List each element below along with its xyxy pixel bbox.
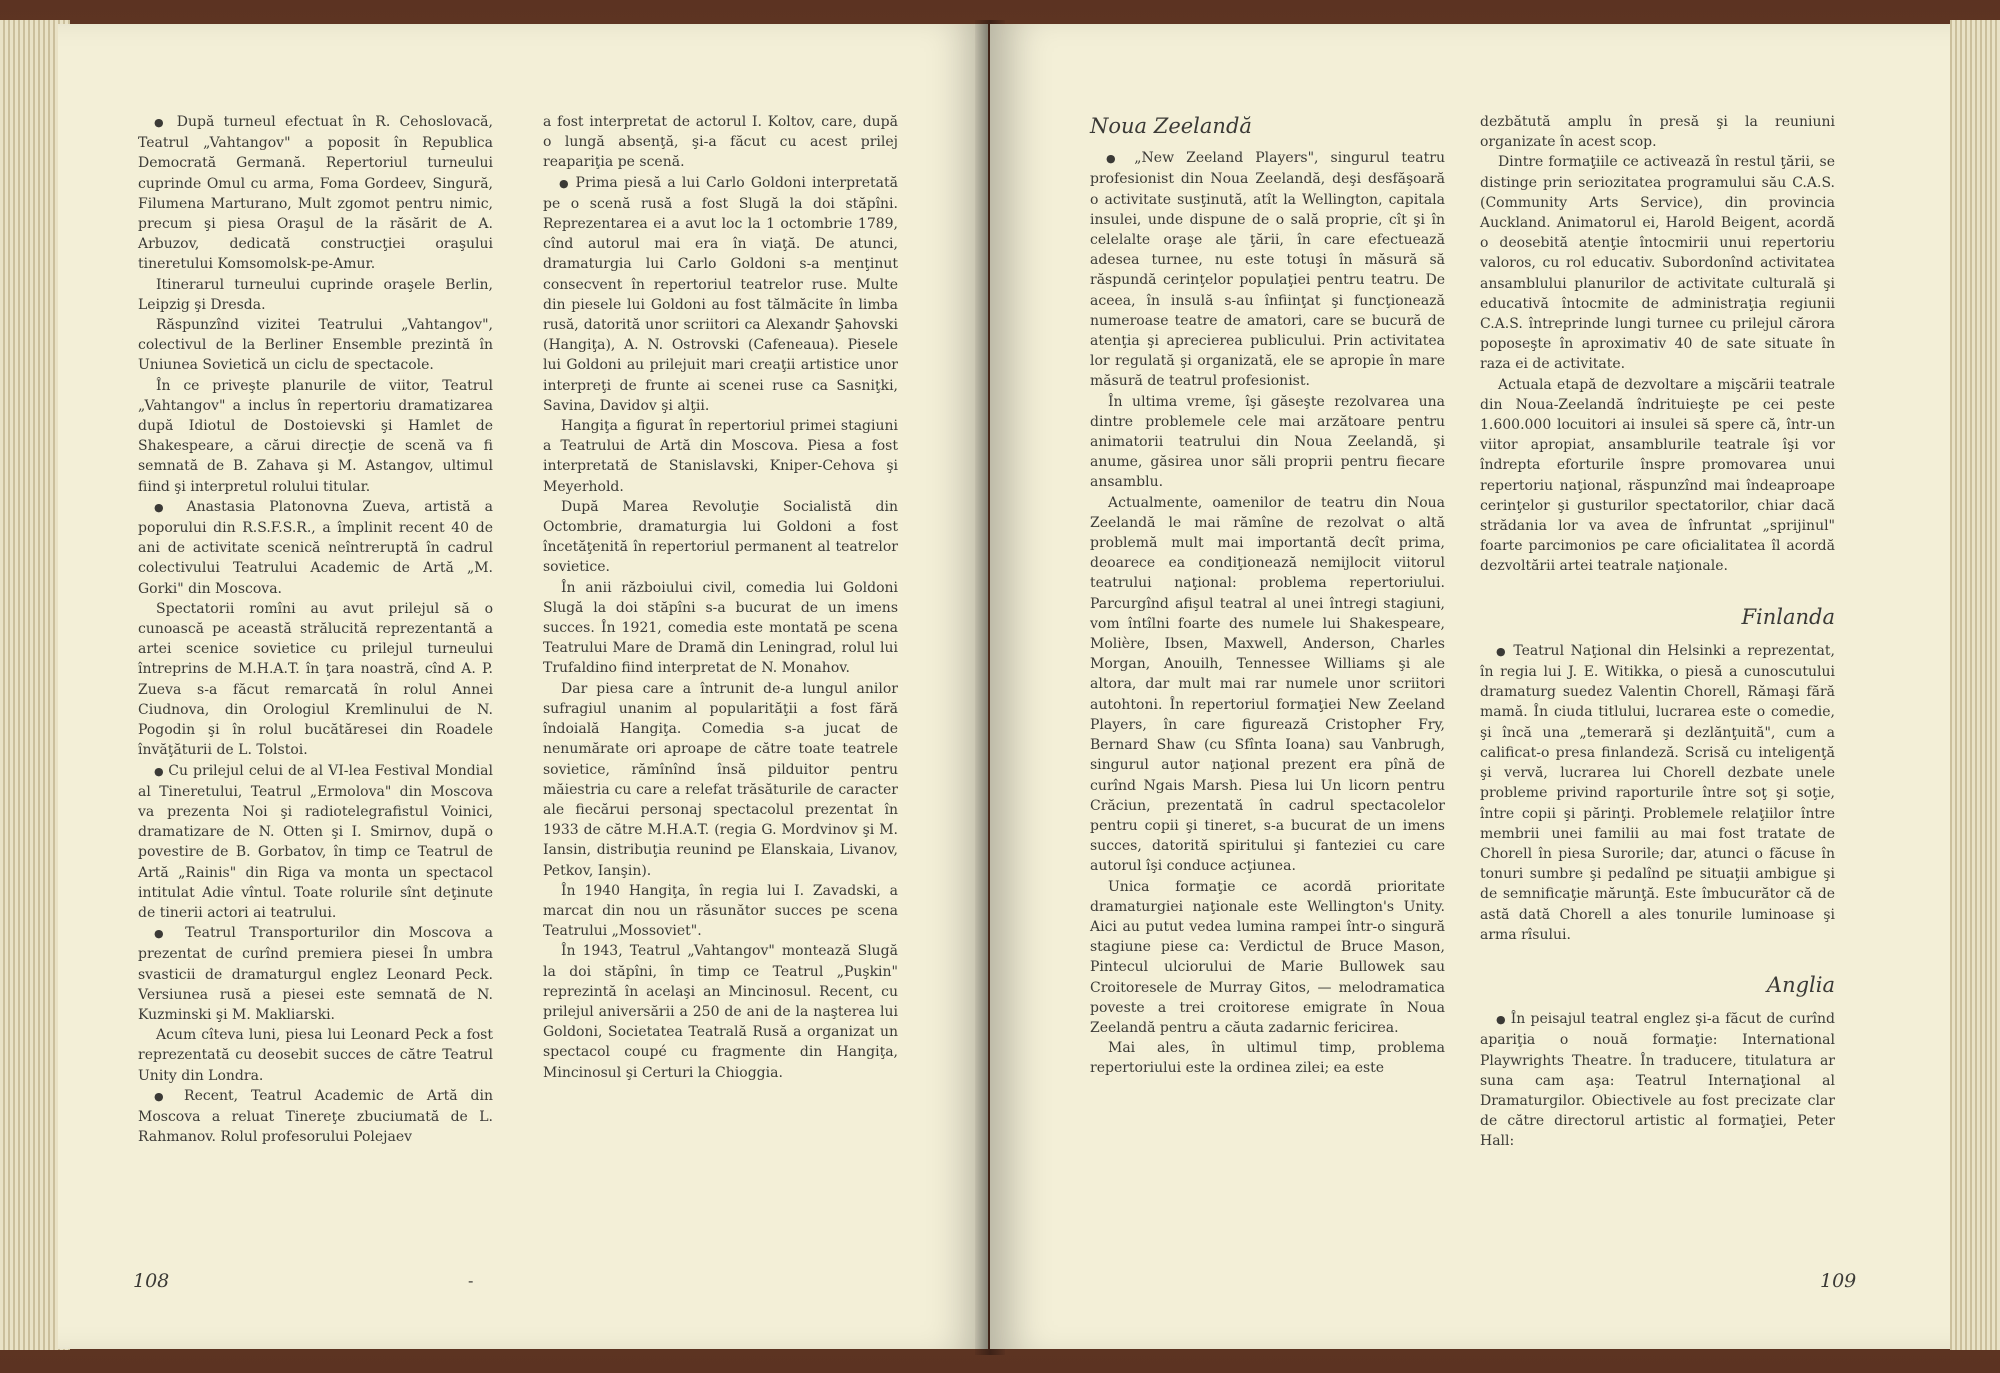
news-item: ● „New Zeeland Players", singurul teatru profesionist din Noua Zeelandă, deşi desfăşoară o activitate susţinută, atît la Wellington, capitala insulei, unde dispune de o sală proprie, cît şi în celelalte oraşe ale ţării, în care efectuează adesea turnee, nu este totuşi în măsură să răspundă cerinţelor populaţiei pentru teatru. De aceea, în insulă s-au înfiinţat şi funcţionează numeroase teatre de amatori, care se bucură de atenţia şi aprecierea publicului. Prin activitatea lor regulată şi organizată, ele se apropie în mare măsură de teatrul profesionist.: [1090, 148, 1445, 391]
section-heading: Anglia: [1766, 972, 1835, 997]
paragraph: Răspunzînd vizitei Teatrului „Vahtangov", colectivul de la Berliner Ensemble prezintă în Uniunea Sovietică un ciclu de spectacole.: [138, 317, 493, 374]
right-column-1: [1090, 112, 1445, 1079]
paragraph: În 1940 Hangiţa, în regia lui I. Zavadski, a marcat din nou un răsunător succes pe scena Teatrului „Mossoviet".: [543, 882, 898, 940]
left-column-2: [543, 112, 898, 1083]
paragraph: În ce priveşte planurile de viitor, Teatrul „Vahtangov" a inclus în repertoriu dramatizarea după Idiotul de Dostoievski şi Hamlet de Shakespeare, a cărui direcţie de scenă va fi semnată de B. Zahava şi M. Astangov, ultimul fiind şi interpretul rolului titular.: [138, 377, 493, 495]
section-heading: Noua Zeelandă: [1090, 114, 1252, 138]
right-page: [990, 24, 1950, 1349]
paragraph: dezbătută amplu în presă şi la reuniuni organizate în acest scop.: [1480, 114, 1835, 151]
paragraph: În anii războiului civil, comedia lui Goldoni Slugă la doi stăpîni s-a bucurat de un imens succes. În 1921, comedia este montată pe scena Teatrului Mare de Dramă din Leningrad, rolul lui Trufaldino fiind interpretat de N. Monahov.: [543, 579, 898, 677]
paragraph: Unica formaţie ce acordă prioritate dramaturgiei naţionale este Wellington's Unity. Aici au putut vedea lumina rampei într-o singură stagiune piese ca: Verdictul de Bruce Mason, Pintecul ulciorului de Marie Bullowek sau Croitoresele de Murray Gitos, — melodramatica poveste a trei croitorese emigrate în Noua Zeelandă pentru a căuta zadarnic fericirea.: [1090, 878, 1445, 1036]
paragraph: Spectatorii romîni au avut prilejul să o cunoască pe această strălucită reprezentantă a artei scenice sovietice cu prilejul turneului întreprins de M.H.A.T. în ţara noastră, cînd A. P. Zueva s-a făcut remarcată în rolul Annei Ciudnova, din Orologiul Kremlinului de N. Pogodin şi în rolul bucătăresei din Roadele învăţăturii de L. Tolstoi.: [138, 600, 493, 759]
paragraph: Actualmente, oamenilor de teatru din Noua Zeelandă le mai rămîne de rezolvat o altă problemă mult mai importantă decît prima, deoarece ea condiţionează nemijlocit viitorul teatrului naţional: problema repertoriului. Parcurgînd afişul teatral al unei întregi stagiuni, vom întîlni foarte des numele lui Shakespeare, Molière, Ibsen, Maxwell, Anderson, Charles Morgan, Anouilh, Tennessee Williams şi ale altora, dar mult mai rar numele unor scriitori autohtoni. În repertoriul formaţiei New Zeeland Players, în care figurează Cristopher Fry, Bernard Shaw (cu Sfînta Ioana) sau Vanbrugh, singurul autor naţional prezent era pînă de curînd Ngais Marsh. Piesa lui Un licorn pentru Crăciun, prezentată în cadrul spectacolelor pentru copii şi tineret, s-a bucurat de un imens succes, datorită spiritului şi fanteziei cu care autorul îşi conduce acţiunea.: [1090, 494, 1445, 875]
section-heading: Finlanda: [1741, 604, 1835, 629]
news-item: ● Prima piesă a lui Carlo Goldoni interpretată pe o scenă rusă a fost Slugă la doi stăpîni. Reprezentarea ei a avut loc la 1 octombrie 1789, cînd autorul mai era în viaţă. De atunci, dramaturgia lui Carlo Goldoni s-a menţinut consecvent în repertoriul teatrelor ruse. Multe din piesele lui Goldoni au fost tălmăcite în limba rusă, datorită unor scriitori ca Alexandr Şahovski (Hangiţa), A. N. Ostrovski (Cafeneaua). Piesele lui Goldoni au prilejuit mari creaţii artistice unor interpreţi de frunte ai scenei ruse ca Sasniţki, Savina, Davidov şi alţii.: [543, 173, 898, 416]
paragraph: a fost interpretat de actorul I. Koltov, care, după o lungă absenţă, şi-a făcut cu acest prilej reapariţia pe scenă.: [543, 114, 898, 171]
page-number-right: 109: [1820, 1270, 1857, 1292]
paragraph: După Marea Revoluţie Socialistă din Octombrie, dramaturgia lui Goldoni a fost încetăţenită în repertoriul permanent al teatrelor sovietice.: [543, 498, 898, 576]
news-item: ● Cu prilejul celui de al VI-lea Festival Mondial al Tineretului, Teatrul „Ermolova" din Moscova va prezenta Noi şi radiotelegrafistul Voinici, dramatizare de N. Otten şi I. Smirnov, după o povestire de B. Gorbatov, în timp ce Teatrul de Artă „Rainis" din Riga va monta un spectacol intitulat Adie vîntul. Toate rolurile sînt deţinute de tinerii actori ai teatrului.: [138, 761, 493, 924]
right-column-2: [1480, 112, 1835, 1152]
paragraph: Hangiţa a figurat în repertoriul primei stagiuni a Teatrului de Artă din Moscova. Piesa a fost interpretată de Stanislavski, Kniper-Cehova şi Meyerhold.: [543, 418, 898, 495]
paragraph: Dar piesa care a întrunit de-a lungul anilor sufragiul unanim al popularităţii a fost fără îndoială Hangiţa. Comedia s-a jucat de nenumărate ori aproape de către toate teatrele sovietice, rămînînd însă pilduitor pentru măiestria cu care a relefat trăsăturile de caracter ale fiecărui personaj spectacolul prezentat în 1933 de către M.H.A.T. (regia G. Mordvinov şi M. Iansin, distribuţia reunind pe Elanskaia, Livanov, Petkov, Ianşin).: [543, 680, 898, 879]
paragraph: În 1943, Teatrul „Vahtangov" montează Slugă la doi stăpîni, în timp ce Teatrul „Puşkin" reprezintă în acelaşi an Mincinosul. Recent, cu prilejul aniversării a 250 de ani de la naşterea lui Goldoni, Societatea Teatrală Rusă a organizat un spectacol coupé cu fragmente din Hangiţa, Mincinosul şi Certuri la Chioggia.: [543, 943, 898, 1081]
paragraph: Dintre formaţiile ce activează în restul ţării, se distinge prin seriozitatea programului său C.A.S. (Community Arts Service), din provincia Auckland. Animatorul ei, Harold Beigent, acordă o deosebită atenţie întocmirii unui repertoriu valoros, cu rol educativ. Subordonînd activitatea ansamblului planurilor de activitate culturală şi educativă întocmite de administraţia regiunii C.A.S. întreprinde lungi turnee cu prilejul cărora poposeşte în aproximativ 40 de sate situate în raza ei de activitate.: [1480, 154, 1835, 373]
news-item: ● După turneul efectuat în R. Cehoslovacă, Teatrul „Vahtangov" a poposit în Republica Democrată Germană. Repertoriul turneului cuprinde Omul cu arma, Foma Gordeev, Singură, Filumena Marturano, Mult zgomot pentru nimic, precum şi piesa Oraşul de la răsărit de A. Arbuzov, dedicată construcţiei oraşului tineretului Komsomolsk-pe-Amur.: [138, 112, 493, 275]
paragraph: Acum cîteva luni, piesa lui Leonard Peck a fost reprezentată cu deosebit succes de către Teatrul Unity din Londra.: [138, 1027, 493, 1084]
page-number-left: 108: [133, 1270, 170, 1292]
left-page: [58, 24, 988, 1349]
paragraph: Itinerarul turneului cuprinde oraşele Berlin, Leipzig şi Dresda.: [138, 276, 493, 313]
paragraph: Actuala etapă de dezvoltare a mişcării teatrale din Noua-Zeelandă îndrituieşte pe cei peste 1.600.000 locuitori ai insulei să spere că, într-un viitor apropiat, ansamblurile teatrale îşi vor îndrepta eforturile înspre promovarea unui repertoriu naţional, răspunzînd mai îndeaproape cerinţelor şi gusturilor spectatorilor, chiar dacă strădania lor va avea de înfruntat „sprijinul" foarte parcimonios pe care oficialitatea îl acordă dezvoltării artei teatrale naţionale.: [1480, 376, 1835, 575]
news-item: ● Teatrul Transporturilor din Moscova a prezentat de curînd premiera piesei În umbra svasticii de dramaturgul englez Leonard Peck. Versiunea rusă a piesei este semnată de N. Kuzminski şi M. Makliarski.: [138, 923, 493, 1025]
page-edges-right: [1950, 20, 2000, 1350]
paragraph: În ultima vreme, îşi găseşte rezolvarea una dintre problemele cele mai arzătoare pentru animatorii teatrului din Noua Zeelandă, şi anume, găsirea unor săli proprii pentru fiecare ansamblu.: [1090, 393, 1445, 491]
left-column-1: [138, 112, 493, 1147]
news-item: ● În peisajul teatral englez şi-a făcut de curînd apariţia o nouă formaţie: International Playwrights Theatre. În traducere, titulatura ar suna cam aşa: Teatrul Internaţional al Dramaturgilor. Obiectivele au fost precizate clar de către directorul artistic al formaţiei, Peter Hall:: [1480, 1009, 1835, 1151]
news-item: ● Recent, Teatrul Academic de Artă din Moscova a reluat Tinereţe zbuciumată de L. Rahmanov. Rolul profesorului Polejaev: [138, 1086, 493, 1148]
page-mark: -: [468, 1271, 474, 1290]
news-item: ● Anastasia Platonovna Zueva, artistă a poporului din R.S.F.S.R., a împlinit recent 40 de ani de activitate scenică neîntreruptă în cadrul colectivului Teatrului Academic de Artă „M. Gorki" din Moscova.: [138, 497, 493, 599]
paragraph: Mai ales, în ultimul timp, problema repertoriului este la ordinea zilei; ea este: [1090, 1040, 1445, 1077]
news-item: ● Teatrul Naţional din Helsinki a reprezentat, în regia lui J. E. Witikka, o piesă a cunoscutului dramaturg suedez Valentin Chorell, Rămaşi fără mamă. În ciuda titlului, lucrarea este o comedie, şi încă una „temerară şi dezlănţuită", cum a calificat-o presa finlandeză. Scrisă cu inteligenţă şi vervă, lucrarea lui Chorell dezbate unele probleme privind raporturile între soţ şi soţie, între copii şi părinţi. Problemele relaţiilor între membrii unei familii au mai fost tratate de Chorell în piesa Surorile; dar, atunci o făcuse în tonuri sumbre şi pedalînd pe situaţii ambigue şi de semnificaţie mărunţă. Este îmbucurător că de astă dată Chorell a ales tonurile luminoase şi arma rîsului.: [1480, 641, 1835, 945]
